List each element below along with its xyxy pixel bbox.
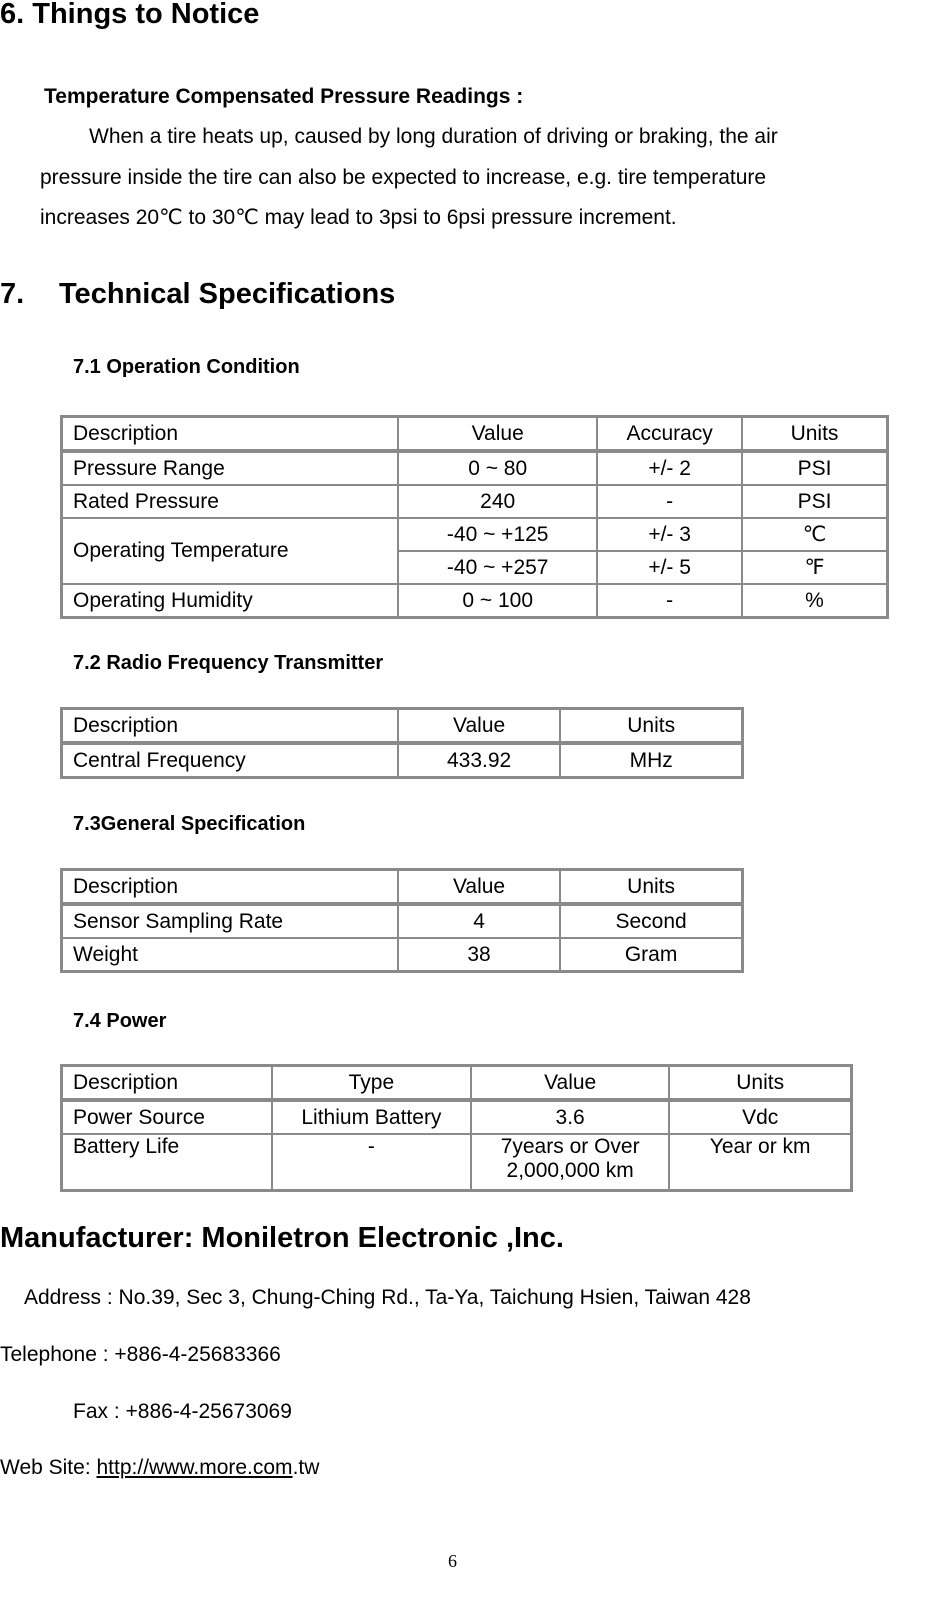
table-cell: Pressure Range: [62, 451, 399, 485]
table-cell: 0 ~ 80: [398, 451, 597, 485]
table-row: [62, 1134, 852, 1191]
table-cell: +/- 5: [597, 551, 742, 584]
header-cell: Units: [560, 870, 742, 905]
battery-life-value-line-2: 2,000,000 km: [506, 1159, 634, 1182]
table-cell: Rated Pressure: [62, 485, 399, 518]
table-cell: Weight: [62, 938, 398, 972]
radio-transmitter-title: 7.2 Radio Frequency Transmitter: [73, 652, 384, 674]
table-cell: -: [597, 584, 742, 618]
page-number: 6: [448, 1551, 457, 1571]
table-cell: Operating Temperature: [62, 518, 399, 584]
manufacturer-telephone: Telephone : +886-4-25683366: [0, 1343, 281, 1366]
header-cell: Description: [62, 709, 398, 744]
table-cell: [471, 1134, 669, 1191]
website-label: Web Site:: [0, 1456, 97, 1479]
table-cell: Lithium Battery: [272, 1100, 471, 1134]
table-cell: Battery Life: [62, 1134, 272, 1191]
header-cell: Description: [62, 417, 399, 452]
header-cell: Value: [398, 709, 560, 744]
section-6-subheading: Temperature Compensated Pressure Readings :: [44, 85, 524, 108]
general-specification-title: 7.3General Specification: [73, 813, 306, 835]
manufacturer-heading: Manufacturer: Moniletron Electronic ,Inc.: [0, 1222, 564, 1254]
table-header-row: [62, 709, 743, 744]
header-cell: Accuracy: [597, 417, 742, 452]
header-cell: Value: [398, 870, 560, 905]
table-cell: Central Frequency: [62, 743, 398, 778]
table-row: [62, 451, 888, 485]
manufacturer-website: [0, 1456, 319, 1480]
table-cell: ℃: [742, 518, 888, 551]
table-cell: Gram: [560, 938, 742, 972]
table-row: [62, 743, 743, 778]
table-header-row: [62, 417, 888, 452]
table-header-row: [62, 870, 743, 905]
manufacturer-fax: Fax : +886-4-25673069: [73, 1400, 292, 1423]
header-cell: Description: [62, 1066, 272, 1101]
website-suffix: .tw: [292, 1456, 320, 1479]
table-cell: Year or km: [669, 1134, 851, 1191]
table-cell: Vdc: [669, 1100, 851, 1134]
battery-life-value-line-1: 7years or Over: [500, 1135, 640, 1158]
header-cell: Units: [560, 709, 742, 744]
header-cell: Value: [471, 1066, 669, 1101]
table-cell: Sensor Sampling Rate: [62, 904, 398, 938]
table-row: [62, 938, 743, 972]
table-row: [62, 1100, 852, 1134]
table-cell: -40 ~ +125: [398, 518, 597, 551]
power-title: 7.4 Power: [73, 1010, 167, 1032]
website-link[interactable]: http://www.more.com: [96, 1456, 293, 1479]
table-cell: PSI: [742, 485, 888, 518]
table-cell: -: [272, 1134, 471, 1191]
table-cell: -: [597, 485, 742, 518]
general-specification-table: [60, 868, 744, 973]
header-cell: Units: [742, 417, 888, 452]
header-cell: Units: [669, 1066, 851, 1101]
table-row: [62, 485, 888, 518]
table-cell: -40 ~ +257: [398, 551, 597, 584]
header-cell: Type: [272, 1066, 471, 1101]
operation-condition-table: [60, 415, 889, 619]
table-cell: Operating Humidity: [62, 584, 399, 618]
table-cell: 433.92: [398, 743, 560, 778]
table-cell: +/- 3: [597, 518, 742, 551]
table-cell: 3.6: [471, 1100, 669, 1134]
table-cell: Second: [560, 904, 742, 938]
table-cell: MHz: [560, 743, 742, 778]
power-table: [60, 1064, 853, 1192]
section-6-heading: 6. Things to Notice: [0, 0, 260, 30]
notice-paragraph-line-2: pressure inside the tire can also be expected to increase, e.g. tire temperature: [40, 166, 767, 189]
table-cell: %: [742, 584, 888, 618]
operation-condition-title: 7.1 Operation Condition: [73, 356, 300, 378]
table-cell: 0 ~ 100: [398, 584, 597, 618]
radio-transmitter-table: [60, 707, 744, 779]
notice-paragraph-line-3: increases 20℃ to 30℃ may lead to 3psi to 6psi pressure increment.: [40, 206, 677, 229]
table-row: [62, 904, 743, 938]
table-cell: Power Source: [62, 1100, 272, 1134]
header-cell: Description: [62, 870, 398, 905]
table-row: [62, 518, 888, 551]
header-cell: Value: [398, 417, 597, 452]
section-7-heading: Technical Specifications: [59, 278, 396, 310]
notice-paragraph-line-1: When a tire heats up, caused by long duration of driving or braking, the air: [89, 125, 778, 148]
manufacturer-address: Address : No.39, Sec 3, Chung-Ching Rd., Ta-Ya, Taichung Hsien, Taiwan 428: [24, 1286, 751, 1309]
section-7-number: 7.: [0, 278, 25, 310]
table-cell: 240: [398, 485, 597, 518]
table-cell: 38: [398, 938, 560, 972]
table-row: [62, 584, 888, 618]
table-cell: 4: [398, 904, 560, 938]
table-cell: ℉: [742, 551, 888, 584]
table-header-row: [62, 1066, 852, 1101]
table-cell: PSI: [742, 451, 888, 485]
table-cell: +/- 2: [597, 451, 742, 485]
